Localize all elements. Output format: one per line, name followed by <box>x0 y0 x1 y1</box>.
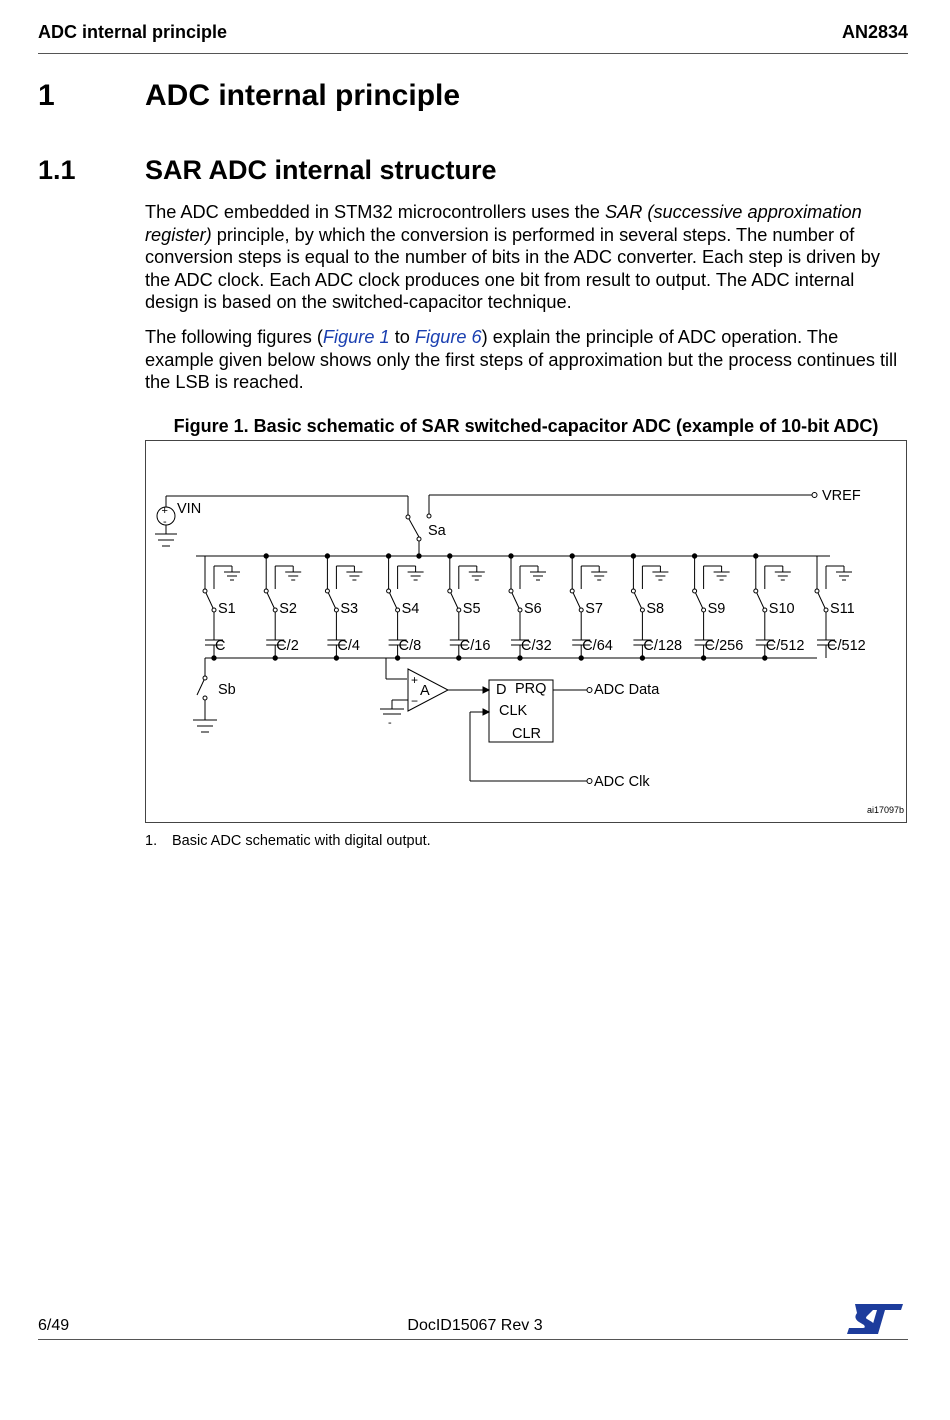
header-doc-number: AN2834 <box>841 22 908 42</box>
capacitor-label-3: C/4 <box>337 638 360 654</box>
switch-label-s3: S3 <box>340 601 359 617</box>
switch-label-s8: S8 <box>646 601 665 617</box>
subsection-number: 1.1 <box>38 155 76 185</box>
svg-text:+: + <box>411 673 419 687</box>
branch-s3 <box>325 554 362 660</box>
figure-code: ai17097b <box>867 805 905 815</box>
branch-s11 <box>815 556 866 658</box>
section-title: ADC internal principle <box>145 79 461 112</box>
switch-label-s4: S4 <box>401 601 420 617</box>
adc-data-label: ADC Data <box>594 682 660 698</box>
switch-label-s5: S5 <box>462 601 481 617</box>
capacitor-label-11: C/512 <box>827 638 866 654</box>
branch-s10 <box>754 554 805 660</box>
capacitor-label-9: C/256 <box>704 638 744 654</box>
sb-label: Sb <box>218 682 236 698</box>
vin-label: VIN <box>177 501 202 517</box>
capacitor-label-10: C/512 <box>765 638 805 654</box>
doc-id: DocID15067 Rev 3 <box>407 1317 543 1334</box>
switch-sb <box>193 658 236 732</box>
paragraph-figures: The following figures (Figure 1 to Figure 6) explain the principle of ADC operation. The example given below shows only the first steps of approximation but the process continues till the LSB is reached. <box>145 327 898 393</box>
switch-label-s10: S10 <box>768 601 795 617</box>
svg-text:CLR: CLR <box>512 726 542 742</box>
switch-label-s11: S11 <box>830 601 855 617</box>
svg-text:PRQ: PRQ <box>515 681 547 697</box>
svg-text:−: − <box>411 694 419 708</box>
capacitor-label-1: C <box>215 638 226 654</box>
comparator <box>380 658 489 729</box>
header-rule <box>38 53 908 54</box>
vref-label: VREF <box>822 488 861 504</box>
svg-text:-: - <box>388 717 392 729</box>
switch-label-s7: S7 <box>585 601 603 617</box>
branch-s8 <box>631 554 682 660</box>
figure-6-link[interactable]: Figure 6 <box>414 327 482 347</box>
switch-label-s1: S1 <box>218 601 236 617</box>
svg-text:+: + <box>161 505 168 517</box>
capacitor-label-7: C/64 <box>582 638 613 654</box>
branch-s9 <box>692 554 743 660</box>
switch-label-s6: S6 <box>524 601 542 617</box>
page-number: 6/49 <box>38 1317 70 1334</box>
branch-s5 <box>448 554 491 660</box>
figure-frame <box>145 440 907 823</box>
sar-adc-schematic <box>146 441 908 824</box>
svg-text:-: - <box>163 516 167 528</box>
svg-text:D: D <box>496 682 507 698</box>
switch-label-s2: S2 <box>279 601 297 617</box>
capacitor-label-8: C/128 <box>643 638 683 654</box>
figure-title: Figure 1. Basic schematic of SAR switched-capacitor ADC (example of 10-bit ADC) <box>173 416 879 436</box>
figure-note: 1. Basic ADC schematic with digital output. <box>145 833 431 849</box>
switch-label-s9: S9 <box>707 601 726 617</box>
vin-source <box>155 496 408 546</box>
capacitor-label-2: C/2 <box>276 638 299 654</box>
sa-label: Sa <box>428 523 446 539</box>
subsection-title: SAR ADC internal structure <box>145 155 497 185</box>
capacitor-label-6: C/32 <box>521 638 552 654</box>
vref-line <box>427 488 861 518</box>
capacitor-label-4: C/8 <box>398 638 422 654</box>
branch-s2 <box>264 554 301 660</box>
adc-clk-label: ADC Clk <box>594 774 650 790</box>
branch-s7 <box>570 554 613 660</box>
branch-s4 <box>386 554 423 660</box>
figure-1-link[interactable]: Figure 1 <box>322 327 390 347</box>
switch-sa <box>406 515 447 556</box>
header-title: ADC internal principle <box>38 22 228 42</box>
footer-rule <box>38 1339 908 1340</box>
capacitor-label-5: C/16 <box>459 638 491 654</box>
branch-s6 <box>509 554 552 660</box>
section-number: 1 <box>38 79 55 112</box>
flip-flop <box>470 680 660 790</box>
svg-text:CLK: CLK <box>499 703 528 719</box>
st-logo <box>845 1302 905 1341</box>
comparator-label: A <box>420 683 430 699</box>
paragraph-sar-intro: The ADC embedded in STM32 microcontrollers uses the SAR (successive approximation register) principle, by which the conversion is performed in several steps. The number of conversion steps is equal to the number of bits in the ADC converter. Each step is driven by the ADC clock. Each ADC clock produces one bit from result to output. The ADC internal design is based on the switched-capacitor technique. <box>145 202 880 313</box>
branch-s1 <box>203 556 240 660</box>
